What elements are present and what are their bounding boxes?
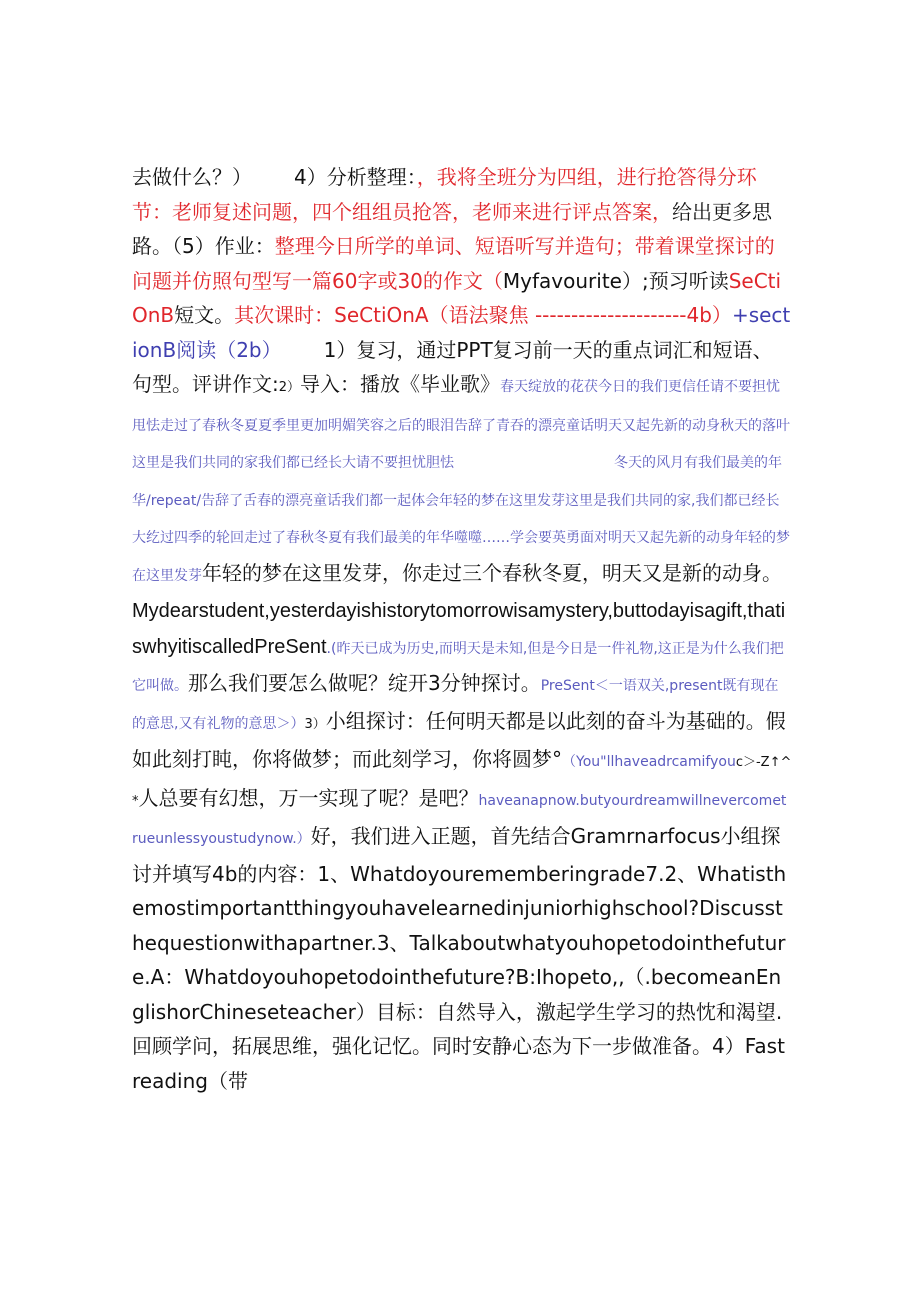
preview-text: Myfavourite）;预习听读 bbox=[502, 268, 729, 293]
pun-note: PreSent＜一语双关,present既有现在的意思,又有礼物的意思＞） bbox=[132, 678, 779, 732]
homework-label: 给出更多思路。（5）作业： bbox=[132, 199, 772, 258]
song-lyrics: 冬天的风月有 bbox=[614, 455, 698, 471]
review-step: 1）复习，通过PPT复习前一天的重点词汇和短语、句型。评讲作文: bbox=[132, 337, 773, 396]
text-segment: 短文。 bbox=[174, 303, 235, 327]
step-3-number: 3） bbox=[304, 716, 326, 732]
step-4-text: ，我将全班分为四组，进行抢答得分环节：老师复述问题，四个组组员抢答，老师来进行评点答案， bbox=[132, 165, 757, 224]
section-b-label: SeCtiOnB bbox=[132, 268, 782, 327]
quote-translation: .(昨天已成为历史,而明天是未知,但是今日是一件礼物,这正是为什么我们把它叫做。 bbox=[132, 640, 784, 694]
section-b-reading: +sectionB阅读（2b） bbox=[132, 303, 791, 362]
english-translation: haveanapnow.butyourdreamwillnevercometrueunlessyoustudynow.） bbox=[132, 792, 787, 847]
step-2-number: 2） bbox=[278, 380, 301, 395]
song-lyrics: 我们最美的年华/repeat/告辞了舌春的漂亮童话我们都一起体会年轻的梦在这里发芽这里是我们共同的家,我们都已经长大纥过四季的轮回走过了春秋冬夏有我们最美的年华噬噬……学会要英勇面对明天又起先新的动身年轻的梦在这里发芽 bbox=[132, 455, 790, 584]
text-segment: 人总要有幻想，万一实现了呢？是吧？ bbox=[138, 785, 479, 810]
song-lyrics: 春天绽放的花茯今日的我们更信任请不要担忧甩怯走过了春秋冬夏夏季里更加明媚笑容之后的眼泪告辞了青吞的漂亮童话明天又起先新的动身秋天的落叶这里是我们共同的家我们都已经长大请不要担忧胆怯 bbox=[132, 379, 790, 471]
garbled-symbols: c＞-Z↑^* bbox=[132, 755, 792, 809]
english-quote: Mydearstudent,yesterdayishistorytomorrowisamystery,buttodayisagift,thatiswhyitiscalledPreSent bbox=[132, 600, 786, 658]
intro-step: 导入：播放《毕业歌》 bbox=[300, 372, 501, 396]
english-translation: （You"llhaveadrcamifyou bbox=[562, 754, 736, 770]
second-lesson-heading: 其次课时：SeCtiOnA（语法聚焦 ---------------------4b） bbox=[234, 303, 732, 327]
step-4-label: 4）分析整理： bbox=[294, 165, 417, 189]
grammar-focus-text: 好，我们进入正题，首先结合Gramrnarfocus小组探讨并填写4b的内容：1、Whatdoyourememberingrade7.2、Whatisthemostimportantthingyouhavelearnedinjuniorhighschool?Discussthequestionwithapartner.3、Talkaboutwhatyouhopetodointhefuture.A：Whatdoyouhopetodointhefuture?B:Ihopeto,,（.becomeanEnglishorChineseteacher）目标：自然导入，激起学生学习的热忱和渴望.回顾学问，拓展思维，强化记忆。同时安静心态为下一步做准备。4）Fastreading（带 bbox=[132, 824, 787, 1093]
homework-text: 整理今日所学的单词、短语听写并造句；带着课堂探讨的问题并仿照句型写一篇60字或30的作文（ bbox=[132, 234, 775, 293]
group-discussion: 小组探讨：任何明天都是以此刻的奋斗为基础的。假如此刻打盹，你将做梦；而此刻学习，你将圆梦° bbox=[132, 708, 786, 771]
document-body bbox=[132, 160, 792, 1098]
discussion-prompt: 那么我们要怎么做呢？绽开3分钟探讨。 bbox=[188, 671, 541, 695]
lyrics-summary: 年轻的梦在这里发芽，你走过三个春秋冬夏，明天又是新的动身。 bbox=[202, 560, 782, 585]
text-segment: 去做什么？） bbox=[132, 165, 252, 189]
